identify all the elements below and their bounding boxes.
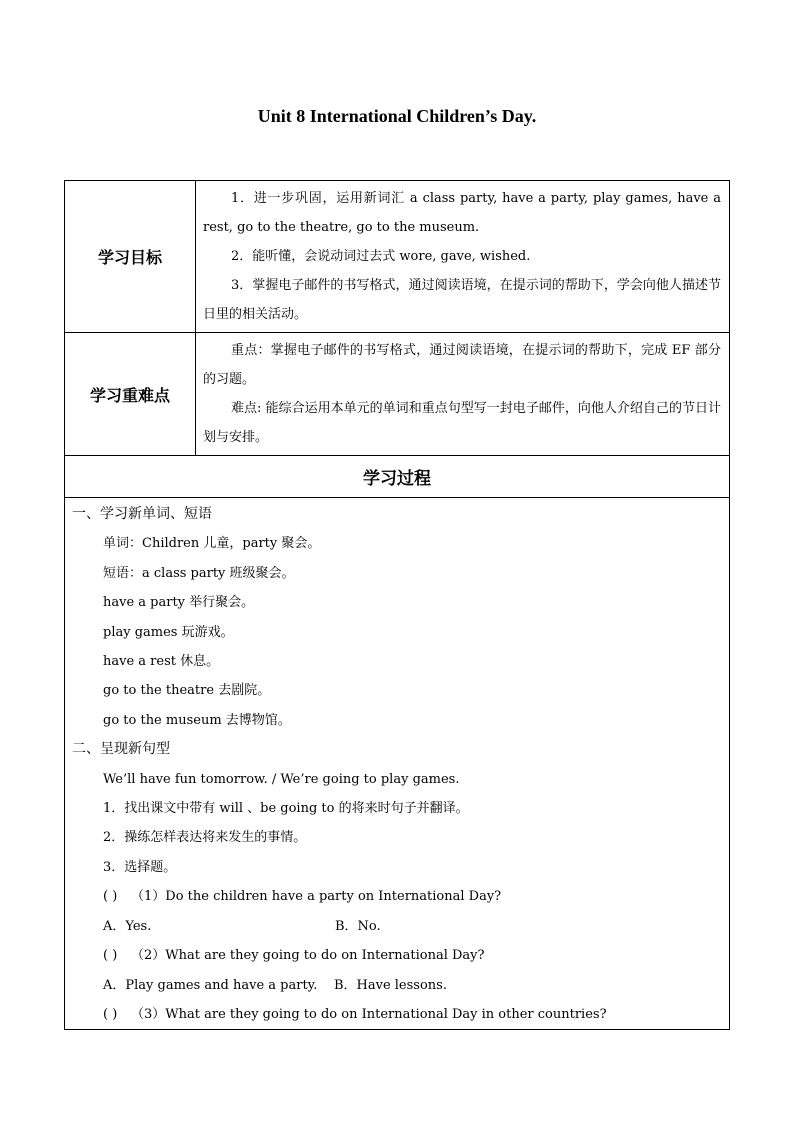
option-b: B．Have lessons. bbox=[333, 977, 447, 993]
phrase-item: have a party 举行聚会。 bbox=[103, 595, 255, 611]
task-item: 2．操练怎样表达将来发生的事情。 bbox=[103, 830, 307, 846]
process-row bbox=[65, 498, 730, 1030]
question-text: （3）What are they going to do on International Day in other countries? bbox=[131, 1006, 607, 1022]
keypoints-row bbox=[65, 333, 730, 456]
answer-blank[interactable]: ( ) bbox=[103, 948, 118, 964]
task-item: 3．选择题。 bbox=[103, 859, 177, 875]
section-heading: 二、呈现新句型 bbox=[72, 741, 170, 758]
keypoints-label: 学习重难点 bbox=[65, 333, 196, 456]
question-options bbox=[72, 912, 721, 941]
keypoints-content bbox=[196, 333, 730, 456]
objective-item: 2．能听懂，会说动词过去式 wore, gave, wished. bbox=[231, 249, 531, 264]
section-heading: 一、学习新单词、短语 bbox=[72, 506, 212, 522]
question-item bbox=[72, 1000, 721, 1029]
objective-item: 1．进一步巩固，运用新词汇 a class party, have a party, play games, have a rest, go to the theatre, go to the museum. bbox=[203, 191, 721, 235]
phrase-item: go to the theatre 去剧院。 bbox=[103, 683, 271, 699]
phrases-intro: 短语：a class party 班级聚会。 bbox=[103, 565, 295, 581]
keypoint-item: 重点：掌握电子邮件的书写格式，通过阅读语境，在提示词的帮助下，完成 EF 部分的习题。 bbox=[203, 343, 721, 387]
question-item bbox=[72, 941, 721, 970]
phrase-item: play games 玩游戏。 bbox=[103, 624, 234, 640]
page-title: Unit 8 International Children’s Day. bbox=[257, 106, 537, 126]
objectives-content bbox=[196, 181, 730, 333]
option-b: B．No. bbox=[335, 918, 381, 934]
question-text: （1）Do the children have a party on International Day? bbox=[131, 889, 502, 905]
study-plan-table bbox=[64, 180, 730, 1030]
option-a: A．Play games and have a party. bbox=[103, 977, 318, 993]
example-sentence: We’ll have fun tomorrow. / We’re going to play games. bbox=[103, 771, 460, 787]
process-header: 学习过程 bbox=[65, 456, 730, 498]
task-item: 1．找出课文中带有 will 、be going to 的将来时句子并翻译。 bbox=[103, 801, 469, 817]
phrase-item: have a rest 休息。 bbox=[103, 654, 220, 670]
answer-blank[interactable]: ( ) bbox=[103, 889, 118, 905]
process-content bbox=[65, 498, 730, 1030]
words-line: 单词：Children 儿童，party 聚会。 bbox=[103, 536, 321, 552]
question-text: （2）What are they going to do on International Day? bbox=[131, 948, 485, 964]
process-header-row bbox=[65, 456, 730, 498]
objectives-row bbox=[65, 181, 730, 333]
answer-blank[interactable]: ( ) bbox=[103, 1006, 118, 1022]
objectives-label: 学习目标 bbox=[65, 181, 196, 333]
phrase-item: go to the museum 去博物馆。 bbox=[103, 712, 291, 728]
question-options bbox=[72, 971, 721, 1000]
question-item bbox=[72, 882, 721, 911]
keypoint-item: 难点: 能综合运用本单元的单词和重点句型写一封电子邮件，向他人介绍自己的节日计划与安排。 bbox=[203, 401, 721, 445]
objective-item: 3．掌握电子邮件的书写格式，通过阅读语境，在提示词的帮助下，学会向他人描述节日里的相关活动。 bbox=[203, 278, 721, 322]
option-a: A．Yes. bbox=[103, 918, 152, 934]
